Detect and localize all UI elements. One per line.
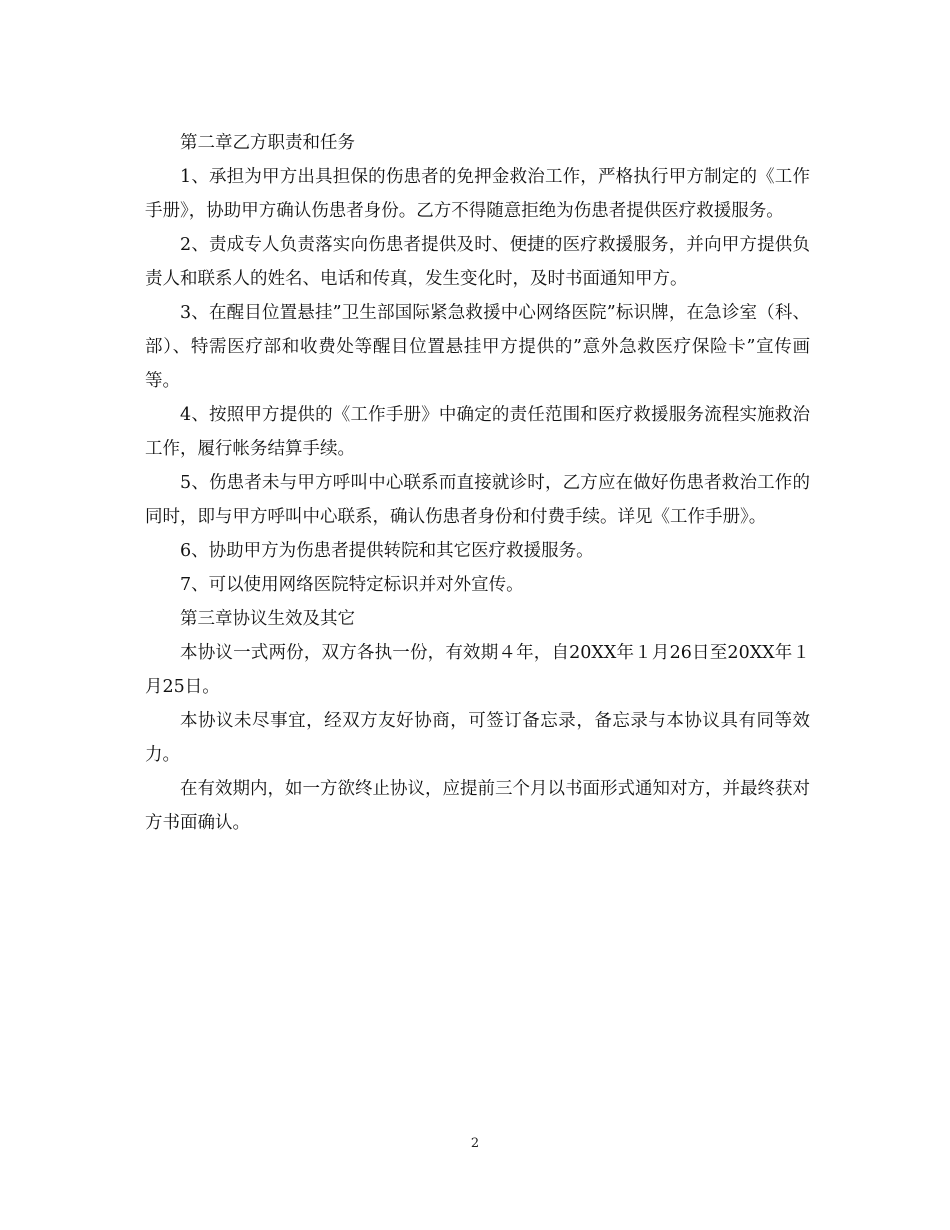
paragraph-item-3: 3、在醒目位置悬挂”卫生部国际紧急救援中心网络医院”标识牌，在急诊室（科、部）、特需医疗部和收费处等醒目位置悬挂甲方提供的”意外急救医疗保险卡”宣传画等。 bbox=[145, 303, 810, 391]
chapter-heading-3: 第三章协议生效及其它 bbox=[180, 609, 355, 629]
paragraph-item-2: 2、责成专人负责落实向伤患者提供及时、便捷的医疗救援服务，并向甲方提供负责人和联系人的姓名、电话和传真，发生变化时，及时书面通知甲方。 bbox=[145, 235, 810, 289]
paragraph-item-4: 4、按照甲方提供的《工作手册》中确定的责任范围和医疗救援服务流程实施救治工作，履行帐务结算手续。 bbox=[145, 405, 810, 459]
document-body bbox=[145, 126, 810, 840]
paragraph-item-1: 1、承担为甲方出具担保的伤患者的免押金救治工作，严格执行甲方制定的《工作手册》，协助甲方确认伤患者身份。乙方不得随意拒绝为伤患者提供医疗救援服务。 bbox=[145, 167, 810, 221]
page-number: 2 bbox=[470, 1136, 480, 1151]
paragraph-item-5: 5、伤患者未与甲方呼叫中心联系而直接就诊时，乙方应在做好伤患者救治工作的同时，即与甲方呼叫中心联系，确认伤患者身份和付费手续。详见《工作手册》。 bbox=[145, 473, 810, 527]
paragraph-validity: 本协议一式两份，双方各执一份，有效期４年，自20XX年１月26日至20XX年１月25日。 bbox=[145, 643, 810, 697]
chapter-heading-2: 第二章乙方职责和任务 bbox=[180, 133, 355, 153]
paragraph-memorandum: 本协议未尽事宜，经双方友好协商，可签订备忘录，备忘录与本协议具有同等效力。 bbox=[145, 711, 810, 765]
paragraph-item-7: 7、可以使用网络医院特定标识并对外宣传。 bbox=[180, 575, 524, 595]
paragraph-item-6: 6、协助甲方为伤患者提供转院和其它医疗救援服务。 bbox=[180, 541, 594, 561]
paragraph-termination: 在有效期内，如一方欲终止协议，应提前三个月以书面形式通知对方，并最终获对方书面确认。 bbox=[145, 779, 810, 833]
